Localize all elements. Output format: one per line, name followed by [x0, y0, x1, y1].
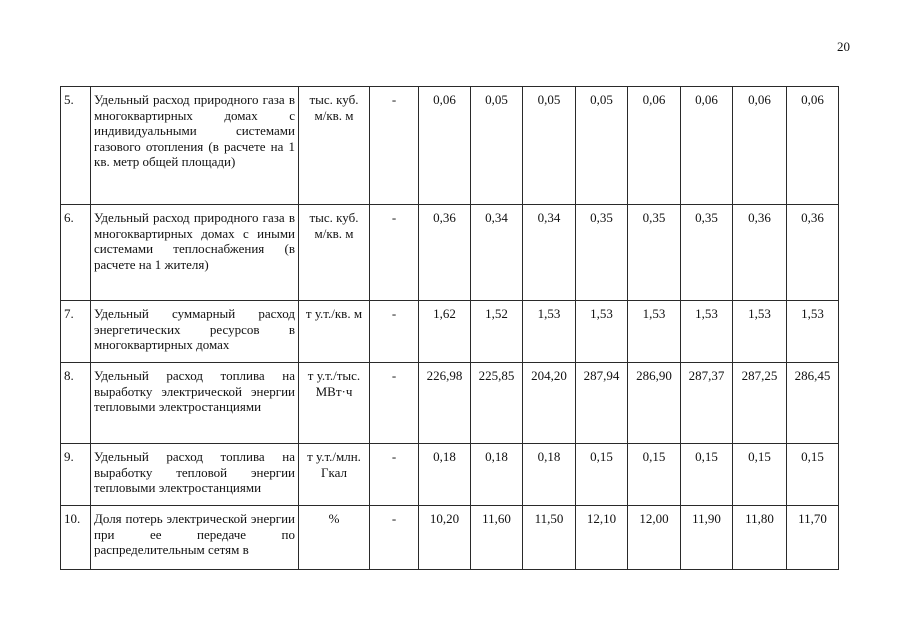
- table-row: [61, 363, 839, 444]
- table-row: [61, 444, 839, 506]
- value-cell: 12,00: [628, 506, 681, 570]
- row-number: 7.: [61, 301, 91, 363]
- indicator-name: Удельный расход топлива на выработку электрической энергии тепловыми электростанциями: [91, 363, 299, 444]
- value-cell: 0,06: [628, 87, 681, 205]
- value-cell: 1,53: [628, 301, 681, 363]
- value-cell: 0,35: [628, 205, 681, 301]
- value-cell: 11,60: [471, 506, 523, 570]
- value-cell: 0,35: [576, 205, 628, 301]
- unit-cell: тыс. куб. м/кв. м: [299, 87, 370, 205]
- row-number: 8.: [61, 363, 91, 444]
- value-cell: 0,18: [471, 444, 523, 506]
- row-number: 9.: [61, 444, 91, 506]
- value-cell: 0,15: [576, 444, 628, 506]
- indicator-name: Удельный расход природного газа в многоквартирных домах с иными системами теплоснабжения (в расчете на 1 жителя): [91, 205, 299, 301]
- base-value-cell: -: [370, 506, 419, 570]
- value-cell: 12,10: [576, 506, 628, 570]
- value-cell: 1,53: [681, 301, 733, 363]
- value-cell: 0,18: [419, 444, 471, 506]
- value-cell: 1,52: [471, 301, 523, 363]
- value-cell: 10,20: [419, 506, 471, 570]
- table-row: [61, 506, 839, 570]
- value-cell: 0,05: [523, 87, 576, 205]
- value-cell: 0,05: [576, 87, 628, 205]
- unit-cell: т у.т./млн. Гкал: [299, 444, 370, 506]
- value-cell: 204,20: [523, 363, 576, 444]
- unit-cell: %: [299, 506, 370, 570]
- indicator-name: Удельный суммарный расход энергетических ресурсов в многоквартирных домах: [91, 301, 299, 363]
- value-cell: 287,94: [576, 363, 628, 444]
- value-cell: 0,18: [523, 444, 576, 506]
- base-value-cell: -: [370, 87, 419, 205]
- page-number: 20: [837, 39, 850, 54]
- value-cell: 0,15: [733, 444, 787, 506]
- value-cell: 1,53: [733, 301, 787, 363]
- value-cell: 1,53: [787, 301, 839, 363]
- base-value-cell: -: [370, 205, 419, 301]
- value-cell: 0,15: [628, 444, 681, 506]
- value-cell: 0,34: [471, 205, 523, 301]
- value-cell: 11,70: [787, 506, 839, 570]
- value-cell: 0,06: [787, 87, 839, 205]
- value-cell: 225,85: [471, 363, 523, 444]
- table-row: [61, 205, 839, 301]
- unit-cell: т у.т./тыс. МВт·ч: [299, 363, 370, 444]
- unit-cell: тыс. куб. м/кв. м: [299, 205, 370, 301]
- row-number: 5.: [61, 87, 91, 205]
- value-cell: 0,34: [523, 205, 576, 301]
- value-cell: 0,36: [733, 205, 787, 301]
- value-cell: 1,62: [419, 301, 471, 363]
- table-row: [61, 301, 839, 363]
- row-number: 10.: [61, 506, 91, 570]
- indicator-name: Доля потерь электрической энергии при ее передаче по распределительным сетям в: [91, 506, 299, 570]
- value-cell: 0,15: [681, 444, 733, 506]
- table-row: [61, 87, 839, 205]
- base-value-cell: -: [370, 301, 419, 363]
- unit-cell: т у.т./кв. м: [299, 301, 370, 363]
- base-value-cell: -: [370, 444, 419, 506]
- row-number: 6.: [61, 205, 91, 301]
- indicators-table: [60, 86, 839, 570]
- base-value-cell: -: [370, 363, 419, 444]
- value-cell: 226,98: [419, 363, 471, 444]
- value-cell: 0,15: [787, 444, 839, 506]
- value-cell: 11,90: [681, 506, 733, 570]
- value-cell: 0,36: [787, 205, 839, 301]
- value-cell: 1,53: [523, 301, 576, 363]
- value-cell: 0,35: [681, 205, 733, 301]
- value-cell: 286,45: [787, 363, 839, 444]
- value-cell: 1,53: [576, 301, 628, 363]
- value-cell: 287,25: [733, 363, 787, 444]
- value-cell: 11,80: [733, 506, 787, 570]
- value-cell: 11,50: [523, 506, 576, 570]
- value-cell: 286,90: [628, 363, 681, 444]
- value-cell: 0,06: [681, 87, 733, 205]
- value-cell: 0,05: [471, 87, 523, 205]
- value-cell: 0,06: [733, 87, 787, 205]
- value-cell: 287,37: [681, 363, 733, 444]
- value-cell: 0,36: [419, 205, 471, 301]
- value-cell: 0,06: [419, 87, 471, 205]
- indicator-name: Удельный расход топлива на выработку тепловой энергии тепловыми электростанциями: [91, 444, 299, 506]
- indicator-name: Удельный расход природного газа в многоквартирных домах с индивидуальными системами газового отопления (в расчете на 1 кв. метр общей площади): [91, 87, 299, 205]
